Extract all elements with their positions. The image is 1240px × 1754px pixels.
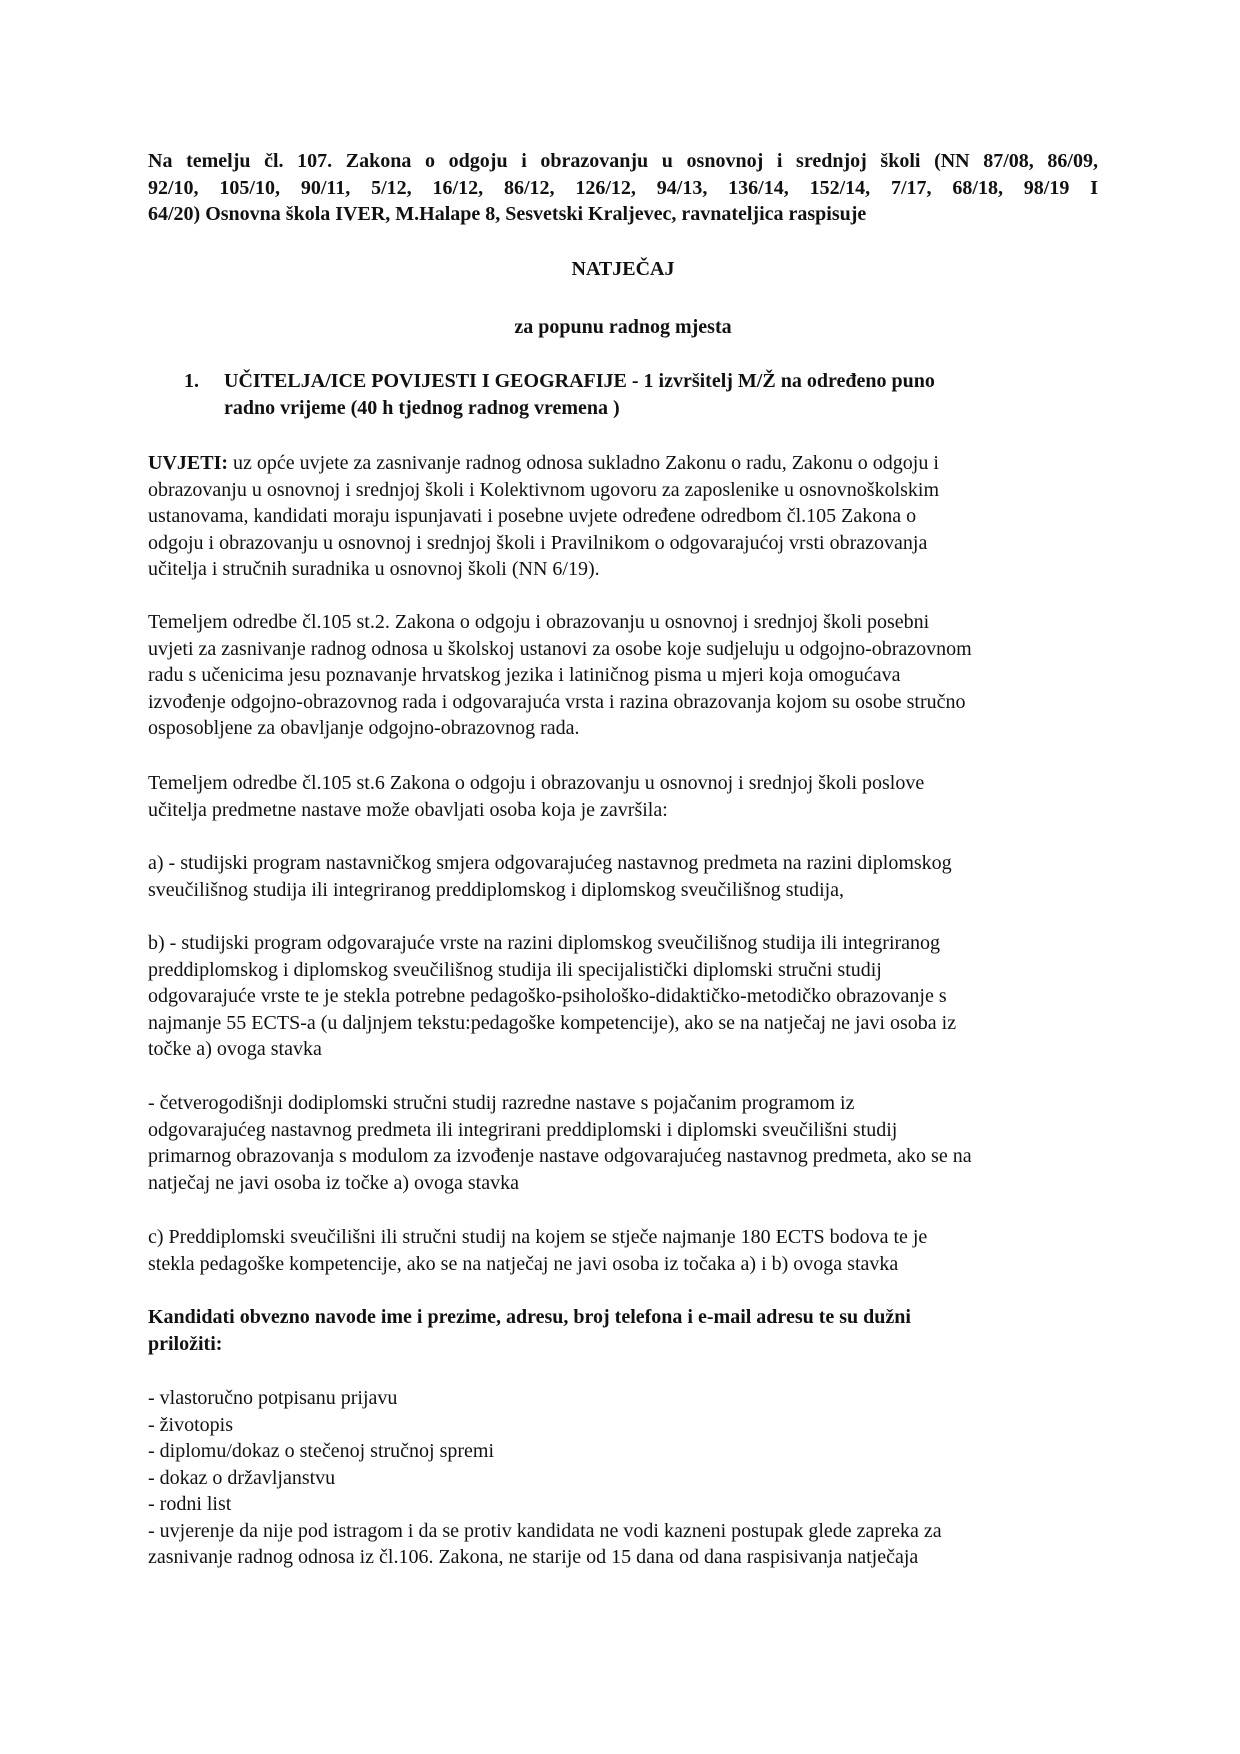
qualification-intro-paragraph [148, 770, 1098, 823]
position-line-2: radno vrijeme (40 h tjednog radnog vremena ) [224, 396, 620, 419]
list-item: - rodni list [148, 1493, 232, 1515]
para-a-line-1: a) - studijski program nastavničkog smjera odgovarajućeg nastavnog predmeta na razini diplomskog [148, 852, 952, 874]
para-a-line-2: sveučilišnog studija ili integriranog preddiplomskog i diplomskog sveučilišnog studija, [148, 878, 845, 901]
para-b-line-5: točke a) ovoga stavka [148, 1038, 322, 1060]
para-b-line-1: b) - studijski program odgovarajuće vrste na razini diplomskog sveučilišnog studija ili integriranog [148, 932, 941, 954]
qualification-a-paragraph [148, 850, 1098, 903]
required-line-2: priložiti: [148, 1332, 223, 1355]
para-b2-line-4: natječaj ne javi osoba iz točke a) ovoga stavka [148, 1171, 519, 1194]
para-b2-line-1: - četverogodišnji dodiplomski stručni studij razredne nastave s pojačanim programom iz [148, 1092, 855, 1114]
para2-line-2: uvjeti za zasnivanje radnog odnosa u školskoj ustanovi za osobe koje sudjeluju u odgojno-obrazovnom [148, 637, 972, 660]
qualification-c-paragraph [148, 1224, 1098, 1277]
intro-line-2: 92/10, 105/10, 90/11, 5/12, 16/12, 86/12, 126/12, 94/13, 136/14, 152/14, 7/17, 68/18, 98/19 I [148, 176, 1098, 199]
conditions-line-3: ustanovama, kandidati moraju ispunjavati i posebne uvjete određene odredbom čl.105 Zakona o [148, 505, 917, 527]
list-item: zasnivanje radnog odnosa iz čl.106. Zakona, ne starije od 15 dana od dana raspisivanja natječaja [148, 1546, 919, 1568]
document-subtitle: za popunu radnog mjesta [514, 316, 732, 338]
list-item: - vlastoručno potpisanu prijavu [148, 1387, 398, 1409]
position-number: 1. [184, 370, 199, 392]
list-item: - uvjerenje da nije pod istragom i da se protiv kandidata ne vodi kazneni postupak glede zapreka za [148, 1519, 942, 1542]
list-item: - životopis [148, 1413, 233, 1436]
intro-line-3: 64/20) Osnovna škola IVER, M.Halape 8, Sesvetski Kraljevec, ravnateljica raspisuje [148, 203, 867, 225]
documents-list [148, 1385, 1098, 1571]
conditions-line-2: obrazovanju u osnovnoj i srednjoj školi i Kolektivnom ugovoru za zaposlenike u osnovnoškolskim [148, 478, 940, 501]
qualification-b-paragraph [148, 930, 1098, 1063]
para-c-line-1: c) Preddiplomski sveučilišni ili stručni studij na kojem se stječe najmanje 180 ECTS bodova te je [148, 1226, 928, 1248]
conditions-line-4: odgoju i obrazovanju u osnovnoj i srednjoj školi i Pravilnikom o odgovarajućoj vrsti obrazovanja [148, 531, 928, 554]
para3-line-1: Temeljem odredbe čl.105 st.6 Zakona o odgoju i obrazovanju u osnovnoj i srednjoj školi poslove [148, 772, 925, 794]
conditions-label: UVJETI: [148, 452, 229, 474]
para-b-line-3: odgovarajuće vrste te je stekla potrebne pedagoško-psihološko-didaktičko-metodičko obrazovanje s [148, 985, 947, 1007]
required-line-1: Kandidati obvezno navode ime i prezime, adresu, broj telefona i e-mail adresu te su dužni [148, 1306, 911, 1328]
para-b-line-2: preddiplomskog i diplomskog sveučilišnog studija ili specijalistički diplomski stručni studij [148, 958, 882, 981]
para2-line-1: Temeljem odredbe čl.105 st.2. Zakona o odgoju i obrazovanju u osnovnoj i srednjoj školi posebni [148, 611, 930, 633]
special-conditions-paragraph [148, 609, 1098, 742]
required-heading [148, 1304, 1098, 1357]
document-title: NATJEČAJ [571, 258, 675, 280]
para2-line-3: radu s učenicima jesu poznavanje hrvatskog jezika i latiničnog pisma u mjeri koja omogućava [148, 664, 901, 686]
list-item: - dokaz o državljanstvu [148, 1466, 336, 1489]
position-line-1: UČITELJA/ICE POVIJESTI I GEOGRAFIJE - 1 izvršitelj M/Ž na određeno puno [224, 370, 935, 392]
position-list-item [184, 368, 1044, 421]
conditions-line-1: uz opće uvjete za zasnivanje radnog odnosa sukladno Zakonu o radu, Zakonu o odgoju i [228, 452, 939, 474]
qualification-b-alt-paragraph [148, 1090, 1098, 1196]
conditions-paragraph [148, 450, 1098, 583]
list-item: - diplomu/dokaz o stečenoj stručnoj spremi [148, 1440, 495, 1462]
conditions-line-5: učitelja i stručnih suradnika u osnovnoj školi (NN 6/19). [148, 558, 600, 580]
para2-line-4: izvođenje odgojno-obrazovnog rada i odgovarajuća vrsta i razina obrazovanja kojom su osobe stručno [148, 690, 966, 713]
para-b2-line-3: primarnog obrazovanja s modulom za izvođenje nastave odgovarajućeg nastavnog predmeta, ako se na [148, 1145, 972, 1167]
para-b2-line-2: odgovarajućeg nastavnog predmeta ili integrirani preddiplomski i diplomski sveučilišni studij [148, 1118, 898, 1141]
para-b-line-4: najmanje 55 ECTS-a (u daljnjem tekstu:pedagoške kompetencije), ako se na natječaj ne javi osoba iz [148, 1011, 957, 1034]
intro-line-1: Na temelju čl. 107. Zakona o odgoju i obrazovanju u osnovnoj i srednjoj školi (NN 87/08, 86/09, [148, 150, 1098, 172]
intro-paragraph [148, 148, 1098, 228]
para2-line-5: osposobljene za obavljanje odgojno-obrazovnog rada. [148, 717, 580, 739]
para3-line-2: učitelja predmetne nastave može obavljati osoba koja je završila: [148, 798, 668, 821]
para-c-line-2: stekla pedagoške kompetencije, ako se na natječaj ne javi osoba iz točaka a) i b) ovoga stavka [148, 1252, 899, 1275]
